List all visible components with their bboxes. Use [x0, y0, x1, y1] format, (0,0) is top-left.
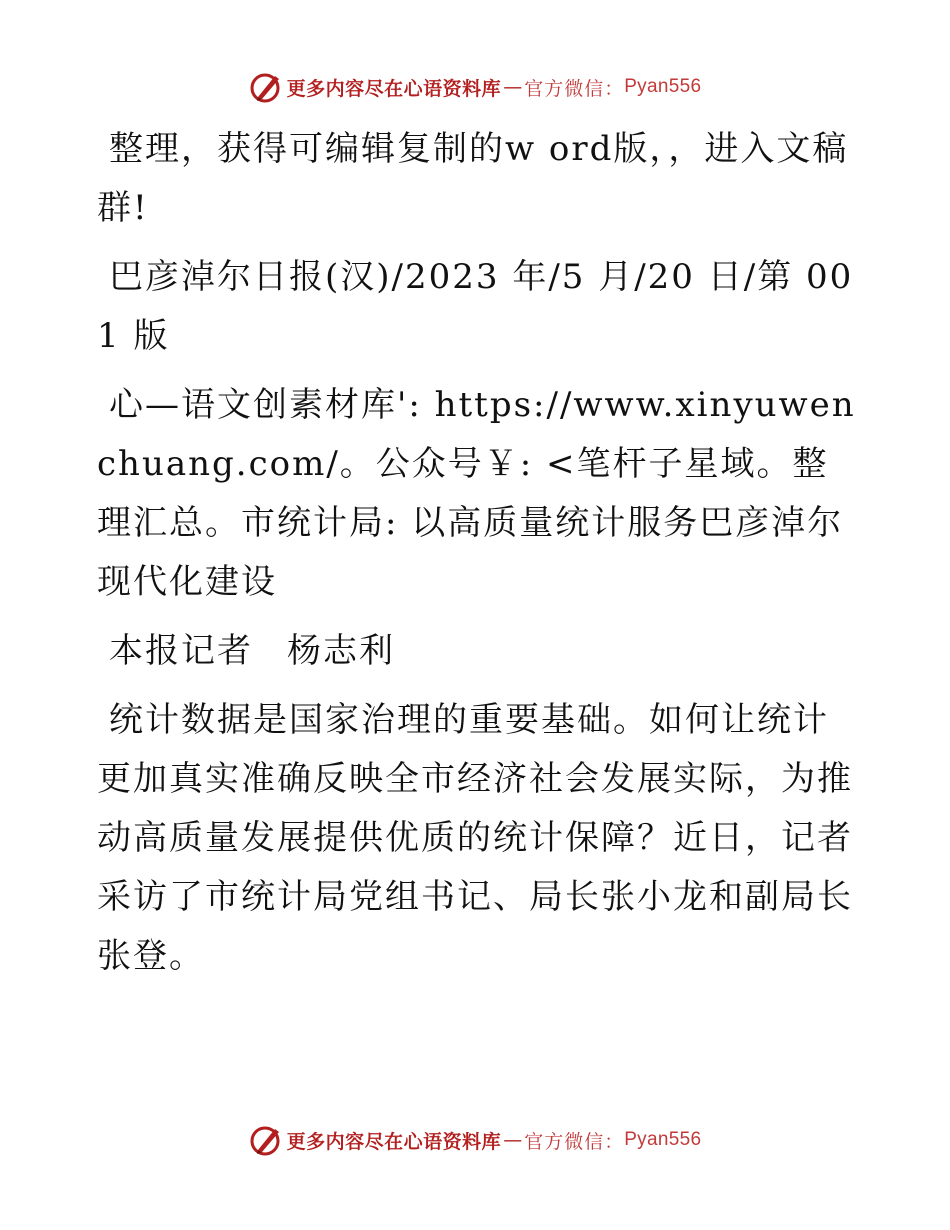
banner-main-text: 更多内容尽在心语资料库 — [286, 1130, 502, 1153]
pen-logo-icon — [249, 70, 283, 104]
byline — [97, 622, 857, 681]
byline-name: 杨志利 — [287, 631, 395, 671]
banner-wechat-label: 官方微信： — [524, 77, 625, 100]
banner-separator: — — [503, 76, 523, 98]
banner-wechat-label: 官方微信： — [524, 1130, 625, 1153]
banner-separator: — — [503, 1129, 523, 1151]
byline-role: 本报记者 — [109, 631, 253, 671]
banner-wechat-id: Pyan556 — [624, 1129, 702, 1150]
pen-logo-icon — [249, 1123, 283, 1157]
intro-paragraph: 整理，获得可编辑复制的w ord版，，进入文稿群! — [97, 129, 849, 228]
banner-main-text: 更多内容尽在心语资料库 — [286, 77, 502, 100]
footer-banner — [0, 1123, 950, 1157]
lead-paragraph: 统计数据是国家治理的重要基础。如何让统计更加真实准确反映全市经济社会发展实际，为推动高质量发展提供优质的统计保障？近日，记者采访了市统计局党组书记、局长张小龙和副局长张登。 — [97, 700, 853, 976]
link-paragraph: 心—语文创素材库': https://www.xinyuwenchuang.com/。公众号￥: <笔杆子星域。整理汇总。市统计局: 以高质量统计服务巴彦淖尔现代化建设 — [97, 385, 856, 602]
source-line: 巴彦淖尔日报(汉)/2023 年/5 月/20 日/第 001 版 — [97, 257, 854, 356]
document-body — [97, 120, 857, 1000]
header-banner — [0, 70, 950, 104]
banner-wechat-id: Pyan556 — [624, 76, 702, 97]
